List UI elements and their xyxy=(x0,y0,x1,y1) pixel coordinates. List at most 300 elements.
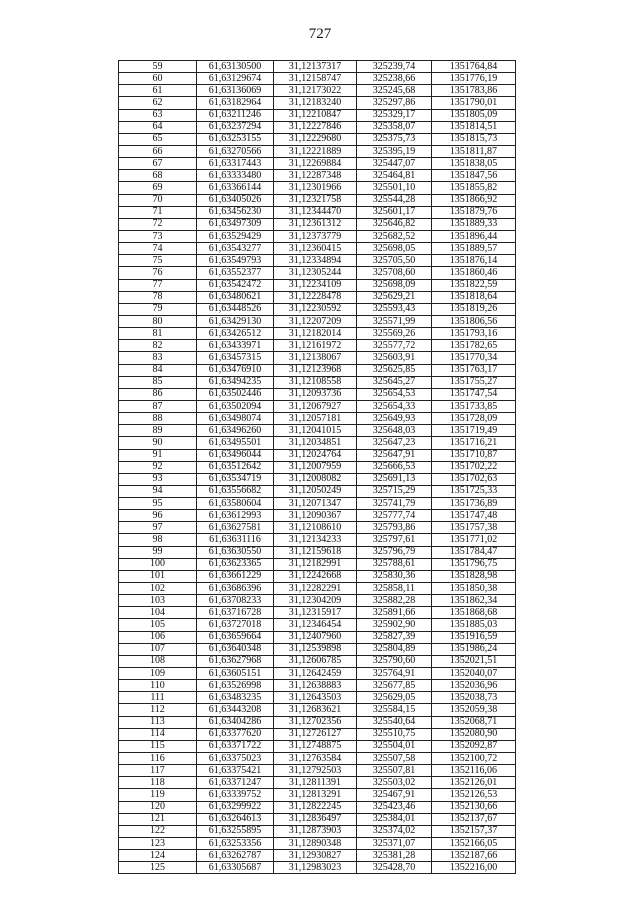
x-coordinate-cell: 325507,81 xyxy=(357,765,432,777)
table-row xyxy=(119,340,516,352)
table-row xyxy=(119,583,516,595)
x-coordinate-cell: 325447,07 xyxy=(357,158,432,170)
latitude-cell: 61,63237294 xyxy=(197,121,274,133)
latitude-cell: 61,63339752 xyxy=(197,789,274,801)
y-coordinate-cell: 1351896,44 xyxy=(432,230,516,242)
latitude-cell: 61,63623365 xyxy=(197,558,274,570)
y-coordinate-cell: 1351889,33 xyxy=(432,218,516,230)
table-row xyxy=(119,97,516,109)
latitude-cell: 61,63496044 xyxy=(197,449,274,461)
latitude-cell: 61,63630550 xyxy=(197,546,274,558)
point-number-cell: 90 xyxy=(119,437,197,449)
longitude-cell: 31,12983023 xyxy=(274,862,357,874)
longitude-cell: 31,12221889 xyxy=(274,145,357,157)
table-row xyxy=(119,376,516,388)
longitude-cell: 31,12161972 xyxy=(274,340,357,352)
longitude-cell: 31,12242668 xyxy=(274,570,357,582)
point-number-cell: 84 xyxy=(119,364,197,376)
longitude-cell: 31,12034851 xyxy=(274,437,357,449)
point-number-cell: 111 xyxy=(119,692,197,704)
table-row xyxy=(119,595,516,607)
latitude-cell: 61,63371722 xyxy=(197,740,274,752)
point-number-cell: 83 xyxy=(119,352,197,364)
coordinates-table-body xyxy=(119,61,516,874)
longitude-cell: 31,12090367 xyxy=(274,510,357,522)
y-coordinate-cell: 1352092,87 xyxy=(432,740,516,752)
y-coordinate-cell: 1351819,26 xyxy=(432,303,516,315)
latitude-cell: 61,63605151 xyxy=(197,668,274,680)
point-number-cell: 119 xyxy=(119,789,197,801)
point-number-cell: 68 xyxy=(119,170,197,182)
point-number-cell: 89 xyxy=(119,425,197,437)
x-coordinate-cell: 325646,82 xyxy=(357,218,432,230)
point-number-cell: 95 xyxy=(119,498,197,510)
x-coordinate-cell: 325882,28 xyxy=(357,595,432,607)
y-coordinate-cell: 1351790,01 xyxy=(432,97,516,109)
table-row xyxy=(119,291,516,303)
table-row xyxy=(119,801,516,813)
longitude-cell: 31,12315917 xyxy=(274,607,357,619)
y-coordinate-cell: 1352021,51 xyxy=(432,655,516,667)
x-coordinate-cell: 325381,28 xyxy=(357,850,432,862)
y-coordinate-cell: 1352068,71 xyxy=(432,716,516,728)
longitude-cell: 31,12007959 xyxy=(274,461,357,473)
table-row xyxy=(119,558,516,570)
table-row xyxy=(119,862,516,874)
y-coordinate-cell: 1351828,98 xyxy=(432,570,516,582)
longitude-cell: 31,12108610 xyxy=(274,522,357,534)
longitude-cell: 31,12207209 xyxy=(274,315,357,327)
point-number-cell: 66 xyxy=(119,145,197,157)
longitude-cell: 31,12282291 xyxy=(274,583,357,595)
y-coordinate-cell: 1352059,38 xyxy=(432,704,516,716)
latitude-cell: 61,63448526 xyxy=(197,303,274,315)
table-row xyxy=(119,510,516,522)
x-coordinate-cell: 325797,61 xyxy=(357,534,432,546)
y-coordinate-cell: 1351868,68 xyxy=(432,607,516,619)
point-number-cell: 109 xyxy=(119,668,197,680)
y-coordinate-cell: 1351916,59 xyxy=(432,631,516,643)
longitude-cell: 31,12822245 xyxy=(274,801,357,813)
x-coordinate-cell: 325804,89 xyxy=(357,643,432,655)
table-row xyxy=(119,243,516,255)
longitude-cell: 31,12024764 xyxy=(274,449,357,461)
longitude-cell: 31,12407960 xyxy=(274,631,357,643)
latitude-cell: 61,63496260 xyxy=(197,425,274,437)
table-row xyxy=(119,230,516,242)
point-number-cell: 115 xyxy=(119,740,197,752)
point-number-cell: 102 xyxy=(119,583,197,595)
y-coordinate-cell: 1352130,66 xyxy=(432,801,516,813)
latitude-cell: 61,63549793 xyxy=(197,255,274,267)
x-coordinate-cell: 325297,86 xyxy=(357,97,432,109)
x-coordinate-cell: 325238,66 xyxy=(357,73,432,85)
y-coordinate-cell: 1351702,63 xyxy=(432,473,516,485)
x-coordinate-cell: 325790,60 xyxy=(357,655,432,667)
longitude-cell: 31,12071347 xyxy=(274,498,357,510)
latitude-cell: 61,63371247 xyxy=(197,777,274,789)
y-coordinate-cell: 1351764,84 xyxy=(432,61,516,73)
table-row xyxy=(119,838,516,850)
y-coordinate-cell: 1351838,05 xyxy=(432,158,516,170)
longitude-cell: 31,12093736 xyxy=(274,388,357,400)
point-number-cell: 67 xyxy=(119,158,197,170)
x-coordinate-cell: 325764,91 xyxy=(357,668,432,680)
latitude-cell: 61,63716728 xyxy=(197,607,274,619)
latitude-cell: 61,63526998 xyxy=(197,680,274,692)
point-number-cell: 108 xyxy=(119,655,197,667)
table-row xyxy=(119,485,516,497)
x-coordinate-cell: 325705,50 xyxy=(357,255,432,267)
x-coordinate-cell: 325584,15 xyxy=(357,704,432,716)
y-coordinate-cell: 1351986,24 xyxy=(432,643,516,655)
point-number-cell: 125 xyxy=(119,862,197,874)
longitude-cell: 31,12137317 xyxy=(274,61,357,73)
latitude-cell: 61,63552377 xyxy=(197,267,274,279)
y-coordinate-cell: 1351755,27 xyxy=(432,376,516,388)
longitude-cell: 31,12230592 xyxy=(274,303,357,315)
y-coordinate-cell: 1351793,16 xyxy=(432,328,516,340)
y-coordinate-cell: 1351806,56 xyxy=(432,315,516,327)
point-number-cell: 72 xyxy=(119,218,197,230)
point-number-cell: 105 xyxy=(119,619,197,631)
latitude-cell: 61,63182964 xyxy=(197,97,274,109)
y-coordinate-cell: 1351818,64 xyxy=(432,291,516,303)
y-coordinate-cell: 1351776,19 xyxy=(432,73,516,85)
table-row xyxy=(119,546,516,558)
y-coordinate-cell: 1351860,46 xyxy=(432,267,516,279)
table-row xyxy=(119,73,516,85)
point-number-cell: 104 xyxy=(119,607,197,619)
latitude-cell: 61,63480621 xyxy=(197,291,274,303)
x-coordinate-cell: 325902,90 xyxy=(357,619,432,631)
latitude-cell: 61,63542472 xyxy=(197,279,274,291)
x-coordinate-cell: 325507,58 xyxy=(357,753,432,765)
longitude-cell: 31,12642459 xyxy=(274,668,357,680)
point-number-cell: 74 xyxy=(119,243,197,255)
point-number-cell: 99 xyxy=(119,546,197,558)
latitude-cell: 61,63631116 xyxy=(197,534,274,546)
table-row xyxy=(119,121,516,133)
latitude-cell: 61,63404286 xyxy=(197,716,274,728)
x-coordinate-cell: 325601,17 xyxy=(357,206,432,218)
x-coordinate-cell: 325647,23 xyxy=(357,437,432,449)
latitude-cell: 61,63627968 xyxy=(197,655,274,667)
latitude-cell: 61,63580604 xyxy=(197,498,274,510)
x-coordinate-cell: 325467,91 xyxy=(357,789,432,801)
latitude-cell: 61,63264613 xyxy=(197,813,274,825)
longitude-cell: 31,12930827 xyxy=(274,850,357,862)
latitude-cell: 61,63627581 xyxy=(197,522,274,534)
point-number-cell: 87 xyxy=(119,400,197,412)
y-coordinate-cell: 1351733,85 xyxy=(432,400,516,412)
point-number-cell: 124 xyxy=(119,850,197,862)
longitude-cell: 31,12373779 xyxy=(274,230,357,242)
y-coordinate-cell: 1351822,59 xyxy=(432,279,516,291)
x-coordinate-cell: 325503,02 xyxy=(357,777,432,789)
latitude-cell: 61,63211246 xyxy=(197,109,274,121)
point-number-cell: 112 xyxy=(119,704,197,716)
table-row xyxy=(119,631,516,643)
point-number-cell: 93 xyxy=(119,473,197,485)
longitude-cell: 31,12123968 xyxy=(274,364,357,376)
table-row xyxy=(119,145,516,157)
latitude-cell: 61,63317443 xyxy=(197,158,274,170)
longitude-cell: 31,12702356 xyxy=(274,716,357,728)
longitude-cell: 31,12346454 xyxy=(274,619,357,631)
y-coordinate-cell: 1351814,51 xyxy=(432,121,516,133)
point-number-cell: 59 xyxy=(119,61,197,73)
x-coordinate-cell: 325510,75 xyxy=(357,728,432,740)
point-number-cell: 88 xyxy=(119,413,197,425)
latitude-cell: 61,63727018 xyxy=(197,619,274,631)
point-number-cell: 122 xyxy=(119,825,197,837)
latitude-cell: 61,63299922 xyxy=(197,801,274,813)
x-coordinate-cell: 325647,91 xyxy=(357,449,432,461)
table-row xyxy=(119,777,516,789)
x-coordinate-cell: 325796,79 xyxy=(357,546,432,558)
y-coordinate-cell: 1351710,87 xyxy=(432,449,516,461)
table-row xyxy=(119,400,516,412)
latitude-cell: 61,63708233 xyxy=(197,595,274,607)
y-coordinate-cell: 1351747,48 xyxy=(432,510,516,522)
x-coordinate-cell: 325540,64 xyxy=(357,716,432,728)
latitude-cell: 61,63457315 xyxy=(197,352,274,364)
table-row xyxy=(119,668,516,680)
x-coordinate-cell: 325682,52 xyxy=(357,230,432,242)
table-row xyxy=(119,364,516,376)
longitude-cell: 31,12836497 xyxy=(274,813,357,825)
x-coordinate-cell: 325654,33 xyxy=(357,400,432,412)
point-number-cell: 103 xyxy=(119,595,197,607)
x-coordinate-cell: 325374,02 xyxy=(357,825,432,837)
point-number-cell: 107 xyxy=(119,643,197,655)
latitude-cell: 61,63640348 xyxy=(197,643,274,655)
point-number-cell: 113 xyxy=(119,716,197,728)
x-coordinate-cell: 325858,11 xyxy=(357,583,432,595)
longitude-cell: 31,12067927 xyxy=(274,400,357,412)
longitude-cell: 31,12305244 xyxy=(274,267,357,279)
point-number-cell: 82 xyxy=(119,340,197,352)
longitude-cell: 31,12234109 xyxy=(274,279,357,291)
y-coordinate-cell: 1351771,02 xyxy=(432,534,516,546)
table-row xyxy=(119,255,516,267)
point-number-cell: 94 xyxy=(119,485,197,497)
table-row xyxy=(119,825,516,837)
longitude-cell: 31,12228478 xyxy=(274,291,357,303)
table-row xyxy=(119,303,516,315)
longitude-cell: 31,12182014 xyxy=(274,328,357,340)
y-coordinate-cell: 1352126,53 xyxy=(432,789,516,801)
x-coordinate-cell: 325777,74 xyxy=(357,510,432,522)
y-coordinate-cell: 1351763,17 xyxy=(432,364,516,376)
y-coordinate-cell: 1351725,33 xyxy=(432,485,516,497)
point-number-cell: 76 xyxy=(119,267,197,279)
table-row xyxy=(119,206,516,218)
longitude-cell: 31,12108558 xyxy=(274,376,357,388)
latitude-cell: 61,63498074 xyxy=(197,413,274,425)
point-number-cell: 106 xyxy=(119,631,197,643)
longitude-cell: 31,12287348 xyxy=(274,170,357,182)
x-coordinate-cell: 325827,39 xyxy=(357,631,432,643)
point-number-cell: 69 xyxy=(119,182,197,194)
longitude-cell: 31,12269884 xyxy=(274,158,357,170)
latitude-cell: 61,63136069 xyxy=(197,85,274,97)
longitude-cell: 31,12360415 xyxy=(274,243,357,255)
latitude-cell: 61,63366144 xyxy=(197,182,274,194)
longitude-cell: 31,12726127 xyxy=(274,728,357,740)
latitude-cell: 61,63497309 xyxy=(197,218,274,230)
latitude-cell: 61,63494235 xyxy=(197,376,274,388)
latitude-cell: 61,63661229 xyxy=(197,570,274,582)
x-coordinate-cell: 325501,10 xyxy=(357,182,432,194)
y-coordinate-cell: 1351702,22 xyxy=(432,461,516,473)
table-row xyxy=(119,498,516,510)
y-coordinate-cell: 1351757,38 xyxy=(432,522,516,534)
table-row xyxy=(119,789,516,801)
y-coordinate-cell: 1352040,07 xyxy=(432,668,516,680)
x-coordinate-cell: 325891,66 xyxy=(357,607,432,619)
point-number-cell: 85 xyxy=(119,376,197,388)
x-coordinate-cell: 325464,81 xyxy=(357,170,432,182)
point-number-cell: 117 xyxy=(119,765,197,777)
table-row xyxy=(119,413,516,425)
x-coordinate-cell: 325625,85 xyxy=(357,364,432,376)
table-row xyxy=(119,740,516,752)
point-number-cell: 123 xyxy=(119,838,197,850)
table-row xyxy=(119,85,516,97)
y-coordinate-cell: 1351866,92 xyxy=(432,194,516,206)
longitude-cell: 31,12748875 xyxy=(274,740,357,752)
point-number-cell: 96 xyxy=(119,510,197,522)
latitude-cell: 61,63534719 xyxy=(197,473,274,485)
table-row xyxy=(119,315,516,327)
longitude-cell: 31,12008082 xyxy=(274,473,357,485)
y-coordinate-cell: 1352137,67 xyxy=(432,813,516,825)
point-number-cell: 91 xyxy=(119,449,197,461)
latitude-cell: 61,63255895 xyxy=(197,825,274,837)
x-coordinate-cell: 325691,13 xyxy=(357,473,432,485)
x-coordinate-cell: 325648,03 xyxy=(357,425,432,437)
x-coordinate-cell: 325428,70 xyxy=(357,862,432,874)
point-number-cell: 120 xyxy=(119,801,197,813)
point-number-cell: 121 xyxy=(119,813,197,825)
latitude-cell: 61,63262787 xyxy=(197,850,274,862)
latitude-cell: 61,63377620 xyxy=(197,728,274,740)
point-number-cell: 65 xyxy=(119,133,197,145)
x-coordinate-cell: 325504,01 xyxy=(357,740,432,752)
y-coordinate-cell: 1352187,66 xyxy=(432,850,516,862)
x-coordinate-cell: 325654,53 xyxy=(357,388,432,400)
longitude-cell: 31,12304209 xyxy=(274,595,357,607)
latitude-cell: 61,63426512 xyxy=(197,328,274,340)
x-coordinate-cell: 325384,01 xyxy=(357,813,432,825)
latitude-cell: 61,63375023 xyxy=(197,753,274,765)
y-coordinate-cell: 1351782,65 xyxy=(432,340,516,352)
table-row xyxy=(119,473,516,485)
point-number-cell: 64 xyxy=(119,121,197,133)
longitude-cell: 31,12606785 xyxy=(274,655,357,667)
y-coordinate-cell: 1351747,54 xyxy=(432,388,516,400)
latitude-cell: 61,63612993 xyxy=(197,510,274,522)
latitude-cell: 61,63429130 xyxy=(197,315,274,327)
x-coordinate-cell: 325708,60 xyxy=(357,267,432,279)
longitude-cell: 31,12811391 xyxy=(274,777,357,789)
x-coordinate-cell: 325395,19 xyxy=(357,145,432,157)
point-number-cell: 80 xyxy=(119,315,197,327)
y-coordinate-cell: 1351889,57 xyxy=(432,243,516,255)
point-number-cell: 63 xyxy=(119,109,197,121)
table-row xyxy=(119,449,516,461)
table-row xyxy=(119,607,516,619)
longitude-cell: 31,12138067 xyxy=(274,352,357,364)
y-coordinate-cell: 1351805,09 xyxy=(432,109,516,121)
latitude-cell: 61,63543277 xyxy=(197,243,274,255)
table-row xyxy=(119,813,516,825)
point-number-cell: 77 xyxy=(119,279,197,291)
x-coordinate-cell: 325698,05 xyxy=(357,243,432,255)
longitude-cell: 31,12643503 xyxy=(274,692,357,704)
x-coordinate-cell: 325649,93 xyxy=(357,413,432,425)
longitude-cell: 31,12158747 xyxy=(274,73,357,85)
table-row xyxy=(119,728,516,740)
point-number-cell: 100 xyxy=(119,558,197,570)
point-number-cell: 81 xyxy=(119,328,197,340)
latitude-cell: 61,63443208 xyxy=(197,704,274,716)
longitude-cell: 31,12057181 xyxy=(274,413,357,425)
x-coordinate-cell: 325245,68 xyxy=(357,85,432,97)
table-row xyxy=(119,534,516,546)
point-number-cell: 98 xyxy=(119,534,197,546)
x-coordinate-cell: 325830,36 xyxy=(357,570,432,582)
longitude-cell: 31,12890348 xyxy=(274,838,357,850)
longitude-cell: 31,12334894 xyxy=(274,255,357,267)
table-row xyxy=(119,680,516,692)
y-coordinate-cell: 1351815,73 xyxy=(432,133,516,145)
table-row xyxy=(119,388,516,400)
point-number-cell: 92 xyxy=(119,461,197,473)
y-coordinate-cell: 1351885,03 xyxy=(432,619,516,631)
longitude-cell: 31,12638883 xyxy=(274,680,357,692)
longitude-cell: 31,12763584 xyxy=(274,753,357,765)
table-row xyxy=(119,352,516,364)
point-number-cell: 75 xyxy=(119,255,197,267)
x-coordinate-cell: 325603,91 xyxy=(357,352,432,364)
table-row xyxy=(119,753,516,765)
longitude-cell: 31,12159618 xyxy=(274,546,357,558)
table-row xyxy=(119,619,516,631)
latitude-cell: 61,63502446 xyxy=(197,388,274,400)
longitude-cell: 31,12344470 xyxy=(274,206,357,218)
point-number-cell: 97 xyxy=(119,522,197,534)
x-coordinate-cell: 325629,05 xyxy=(357,692,432,704)
x-coordinate-cell: 325645,27 xyxy=(357,376,432,388)
latitude-cell: 61,63405026 xyxy=(197,194,274,206)
latitude-cell: 61,63512642 xyxy=(197,461,274,473)
longitude-cell: 31,12050249 xyxy=(274,485,357,497)
table-row xyxy=(119,522,516,534)
table-row xyxy=(119,328,516,340)
table-row xyxy=(119,692,516,704)
page-number: 727 xyxy=(308,26,332,42)
table-row xyxy=(119,850,516,862)
latitude-cell: 61,63333480 xyxy=(197,170,274,182)
y-coordinate-cell: 1351879,76 xyxy=(432,206,516,218)
y-coordinate-cell: 1351847,56 xyxy=(432,170,516,182)
y-coordinate-cell: 1351719,49 xyxy=(432,425,516,437)
x-coordinate-cell: 325741,79 xyxy=(357,498,432,510)
x-coordinate-cell: 325569,26 xyxy=(357,328,432,340)
